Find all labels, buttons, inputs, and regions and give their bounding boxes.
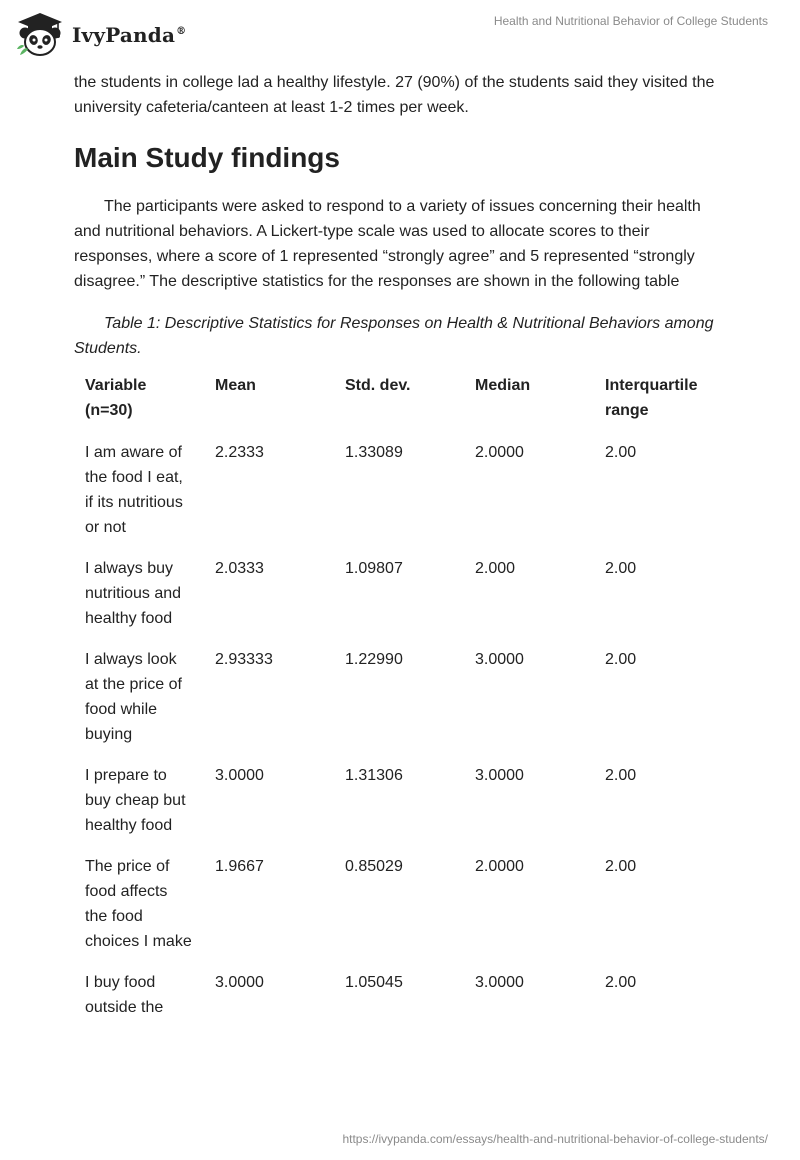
cell-median: 2.000	[475, 560, 516, 577]
header-mean: Mean	[215, 377, 256, 394]
header-variable: Variable (n=30)	[85, 377, 147, 419]
cell-variable: The price of food affects the food choices I make	[85, 858, 192, 950]
cell-iqr: 2.00	[605, 444, 637, 461]
cell-variable: I prepare to buy cheap but healthy food	[85, 767, 186, 834]
descriptive-statistics-table	[74, 373, 724, 1036]
ivypanda-logo[interactable]	[14, 10, 186, 60]
cell-std-dev: 1.22990	[345, 651, 403, 668]
cell-std-dev: 1.33089	[345, 444, 403, 461]
cell-iqr: 2.00	[605, 767, 637, 784]
article-content	[74, 70, 724, 1036]
cell-variable: I am aware of the food I eat, if its nutritious or not	[85, 444, 183, 536]
cell-std-dev: 0.85029	[345, 858, 403, 875]
cell-mean: 2.0333	[215, 560, 264, 577]
table-header-row	[74, 373, 724, 440]
table-caption: Table 1: Descriptive Statistics for Responses on Health & Nutritional Behaviors among Students.	[74, 315, 714, 357]
cell-variable: I always buy nutritious and healthy food	[85, 560, 182, 627]
cell-std-dev: 1.05045	[345, 974, 403, 991]
section-heading: Main Study findings	[74, 142, 340, 173]
cell-std-dev: 1.09807	[345, 560, 403, 577]
cell-median: 3.0000	[475, 651, 524, 668]
cell-median: 3.0000	[475, 767, 524, 784]
cell-iqr: 2.00	[605, 858, 637, 875]
table-row	[74, 763, 724, 854]
cell-variable: I buy food outside the	[85, 974, 164, 1016]
intro-paragraph: the students in college lad a healthy lifestyle. 27 (90%) of the students said they visited the university cafeteria/canteen at least 1-2 times per week.	[74, 74, 715, 116]
table-row	[74, 854, 724, 970]
cell-iqr: 2.00	[605, 651, 637, 668]
table-row	[74, 647, 724, 763]
running-title: Health and Nutritional Behavior of College Students	[493, 14, 768, 28]
cell-iqr: 2.00	[605, 560, 637, 577]
cell-median: 3.0000	[475, 974, 524, 991]
source-url[interactable]: https://ivypanda.com/essays/health-and-nutritional-behavior-of-college-students/	[342, 1132, 768, 1146]
header-median: Median	[475, 377, 531, 394]
cell-iqr: 2.00	[605, 974, 637, 991]
logo-text: IvyPanda®	[72, 23, 187, 47]
cell-mean: 2.2333	[215, 444, 264, 461]
page-header	[0, 0, 800, 70]
panda-graduate-icon	[14, 11, 66, 59]
cell-mean: 3.0000	[215, 974, 264, 991]
cell-mean: 3.0000	[215, 767, 264, 784]
cell-mean: 2.93333	[215, 651, 273, 668]
table-row	[74, 556, 724, 647]
cell-median: 2.0000	[475, 858, 524, 875]
section-paragraph: The participants were asked to respond to a variety of issues concerning their health and nutritional behaviors. A Lickert-type scale was used to allocate scores to their responses, where a score of 1 represented “strongly agree” and 5 represented “strongly disagree.” The descriptive statistics for the responses are shown in the following table	[74, 198, 701, 290]
cell-median: 2.0000	[475, 444, 524, 461]
cell-std-dev: 1.31306	[345, 767, 403, 784]
cell-mean: 1.9667	[215, 858, 264, 875]
table-row	[74, 970, 724, 1036]
cell-variable: I always look at the price of food while buying	[85, 651, 182, 743]
table-row	[74, 440, 724, 556]
header-std-dev: Std. dev.	[345, 377, 411, 394]
header-interquartile-range: Interquartile range	[605, 377, 698, 419]
